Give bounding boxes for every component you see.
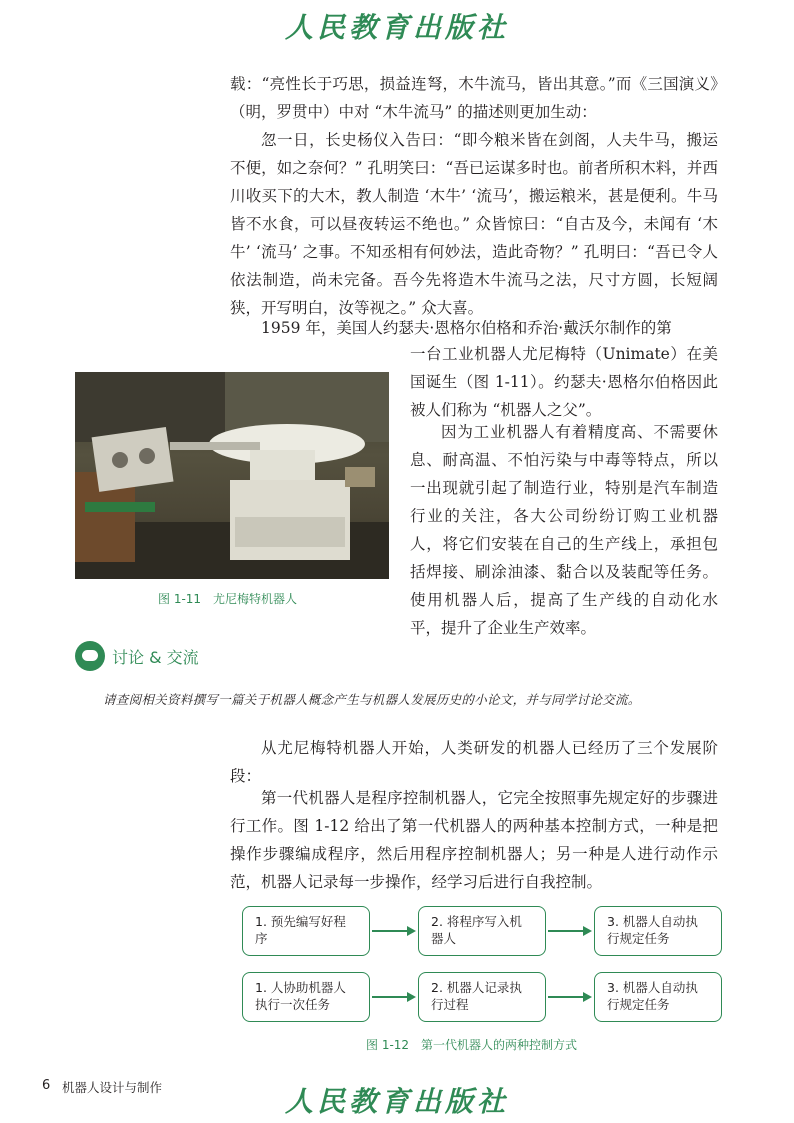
flow-box-row2-step2: 2. 机器人记录执行过程 (418, 972, 546, 1022)
flow-box-row2-step1: 1. 人协助机器人执行一次任务 (242, 972, 370, 1022)
flow-box-row1-step2: 2. 将程序写入机器人 (418, 906, 546, 956)
paragraph-4: 因为工业机器人有着精度高、不需要休息、耐高温、不怕污染与中毒等特点，所以一出现就引起了制造行业，特别是汽车制造行业的关注，各大公司纷纷订购工业机器人，将它们安装在自己的生产线上，承担包括焊接、刷涂油漆、黏合以及装配等任务。使用机器人后，提高了生产线的自动化水平，提升了企业生产效率。 (410, 423, 718, 637)
paragraph-5: 从尤尼梅特机器人开始，人类研发的机器人已经历了三个发展阶段： (230, 739, 718, 785)
discussion-title: 讨论 & 交流 (112, 648, 199, 667)
book-title: 机器人设计与制作 (62, 1080, 163, 1095)
flow-box-row2-step3: 3. 机器人自动执行规定任务 (594, 972, 722, 1022)
flow-arrow-row2-1 (372, 992, 416, 1002)
figure-1-11-caption: 图 1-11 尤尼梅特机器人 (158, 592, 298, 606)
paragraph-6: 第一代机器人是程序控制机器人，它完全按照事先规定好的步骤进行工作。图 1-12 给出了第一代机器人的两种基本控制方式，一种是把操作步骤编成程序，然后用程序控制机器人；另一种是人进行动作示范，机器人记录每一步操作，经学习后进行自我控制。 (230, 789, 718, 891)
paragraph-3-intro: 1959 年，美国人约瑟夫·恩格尔伯格和乔治·戴沃尔制作的第 (261, 319, 672, 337)
paragraph-3-cont: 一台工业机器人尤尼梅特（Unimate）在美国诞生（图 1-11）。约瑟夫·恩格尔伯格因此被人们称为 “机器人之父”。 (410, 345, 718, 419)
discussion-icon (75, 641, 105, 671)
figure-1-12-caption: 图 1-12 第一代机器人的两种控制方式 (366, 1038, 578, 1052)
flow-arrow-row1-2 (548, 926, 592, 936)
discussion-text: 请查阅相关资料撰写一篇关于机器人概念产生与机器人发展历史的小论文，并与同学讨论交流。 (103, 692, 641, 707)
unimate-robot-illustration (75, 372, 389, 579)
flow-box-row1-step3: 3. 机器人自动执行规定任务 (594, 906, 722, 956)
unimate-robot-photo (75, 372, 389, 579)
paragraph-2-quote: 忽一日，长史杨仪入告曰：“即今粮米皆在剑阁，人夫牛马，搬运不便，如之奈何？” 孔明笑曰：“吾已运谋多时也。前者所积木料，并西川收买下的大木，教人制造 ‘木牛’ ‘流马’，搬运粮米，甚是便利。牛马皆不水食，可以昼夜转运不绝也。” 众皆惊曰：“自古及今，未闻有 ‘木牛’ ‘流马’ 之事。不知丞相有何妙法，造此奇物？” 孔明曰：“吾已令人依法制造，尚未完备。吾今先将造木牛流马之法，尺寸方圆，长短阔狭，开写明白，汝等视之。” 众大喜。 (230, 131, 718, 317)
flow-arrow-row1-1 (372, 926, 416, 936)
publisher-logo-top: 人民教育出版社 (284, 11, 509, 44)
page-number: 6 (42, 1078, 51, 1093)
flow-box-row1-step1: 1. 预先编写好程序 (242, 906, 370, 956)
publisher-logo-bottom: 人民教育出版社 (284, 1085, 509, 1118)
paragraph-1: 载：“亮性长于巧思，损益连弩，木牛流马，皆出其意。”而《三国演义》（明，罗贯中）中对 “木牛流马” 的描述则更加生动： (230, 75, 718, 121)
flow-arrow-row2-2 (548, 992, 592, 1002)
